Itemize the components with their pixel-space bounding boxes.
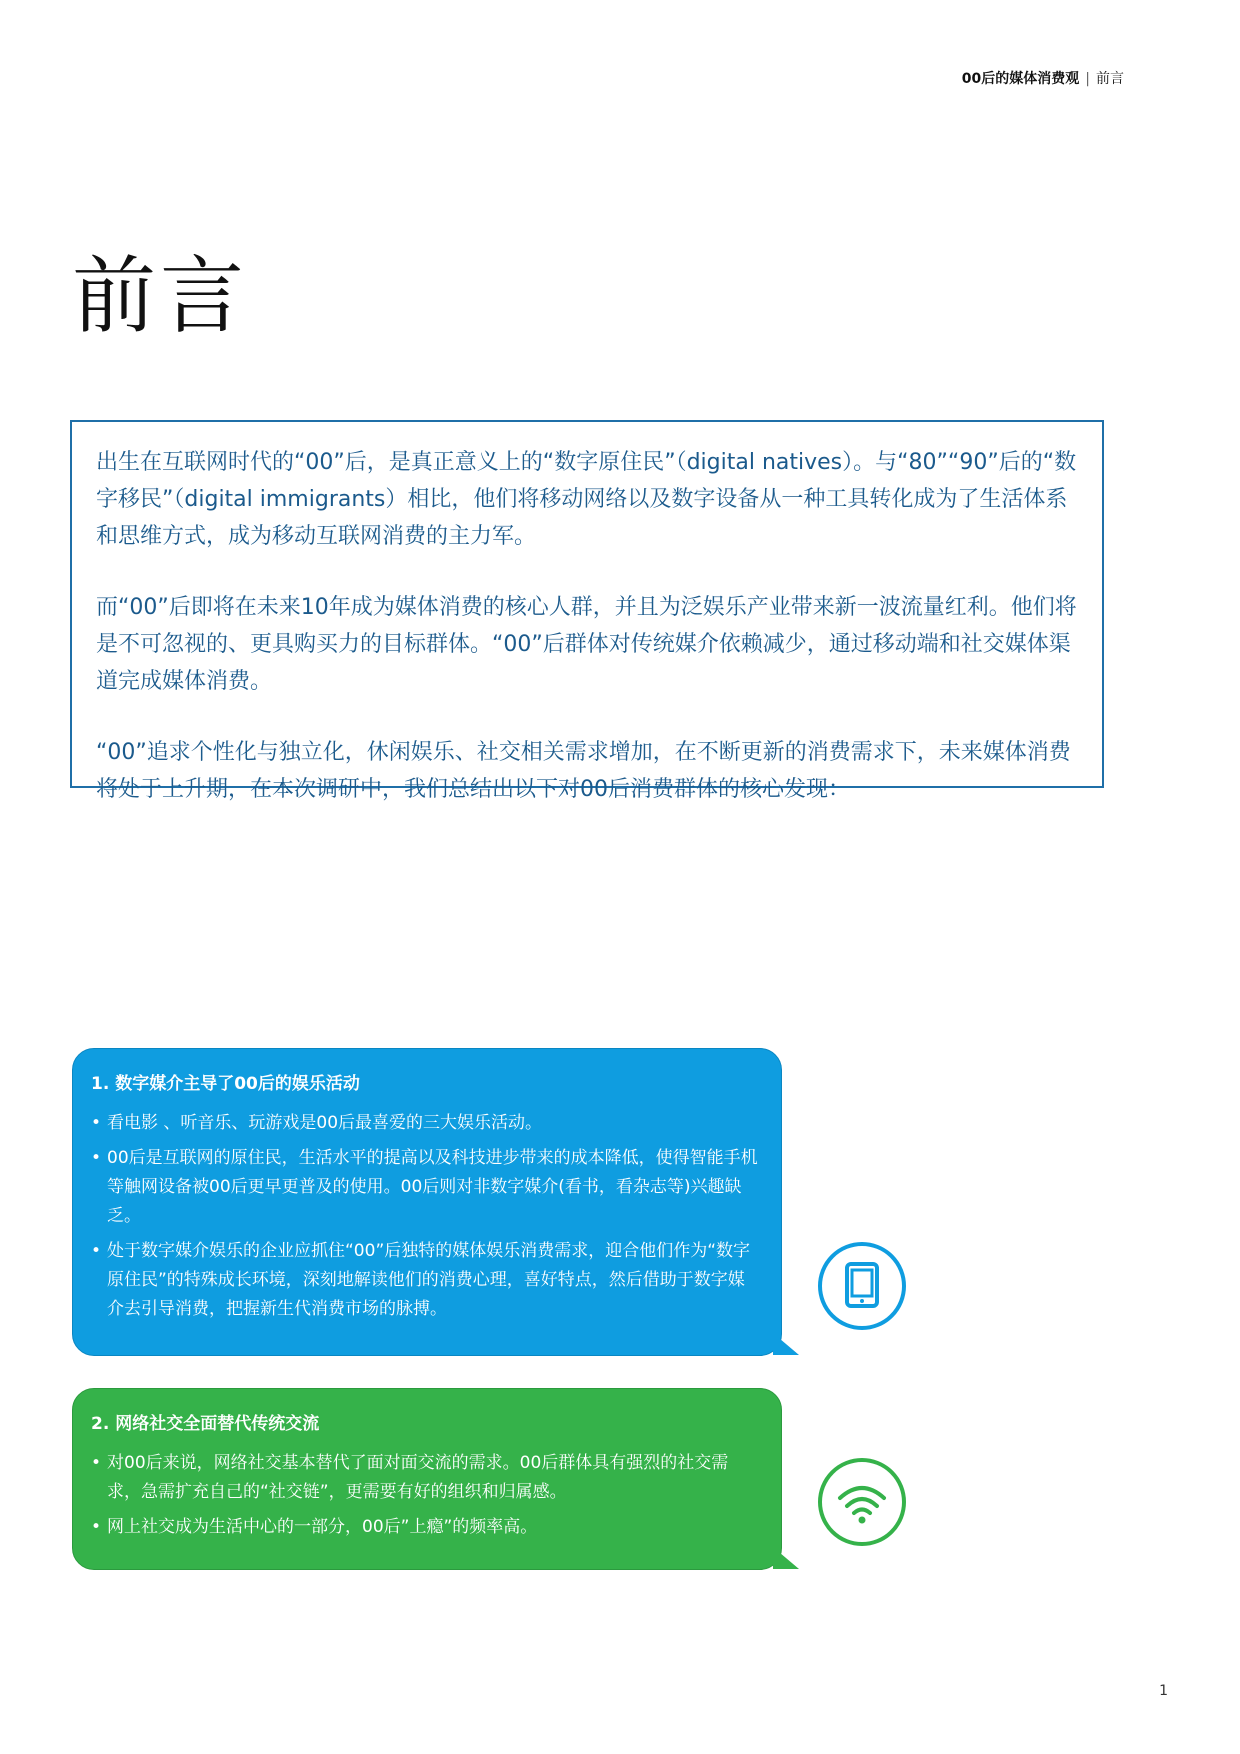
wifi-icon bbox=[818, 1458, 906, 1546]
running-header bbox=[962, 68, 1124, 88]
page-title: 前言 bbox=[72, 247, 249, 346]
finding-bullet: • 处于数字媒介娱乐的企业应抓住“00”后独特的媒体娱乐消费需求，迎合他们作为“数字原住民”的特殊成长环境，深刻地解读他们的消费心理，喜好特点，然后借助于数字媒介去引导消费，把握新生代消费市场的脉搏。 bbox=[91, 1237, 761, 1324]
finding-bullet-list bbox=[91, 1449, 761, 1542]
tablet-icon bbox=[818, 1242, 906, 1330]
header-section-name: 前言 bbox=[1096, 71, 1124, 87]
header-separator: | bbox=[1085, 71, 1090, 87]
finding-card-digital-media bbox=[72, 1048, 782, 1356]
finding-bullet: • 看电影 、听音乐、玩游戏是00后最喜爱的三大娱乐活动。 bbox=[91, 1109, 761, 1138]
finding-bullet: • 00后是互联网的原住民，生活水平的提高以及科技进步带来的成本降低，使得智能手机等触网设备被00后更早更普及的使用。00后则对非数字媒介(看书，看杂志等)兴趣缺乏。 bbox=[91, 1144, 761, 1231]
finding-card-social-network bbox=[72, 1388, 782, 1570]
finding-title: 2. 网络社交全面替代传统交流 bbox=[91, 1414, 320, 1434]
intro-paragraph: 出生在互联网时代的“00”后，是真正意义上的“数字原住民”（digital natives）。与“80”“90”后的“数字移民”（digital immigrants）相比，他们将移动网络以及数字设备从一种工具转化成为了生活体系和思维方式，成为移动互联网消费的主力军。 bbox=[96, 450, 1077, 549]
finding-title: 1. 数字媒介主导了00后的娱乐活动 bbox=[91, 1074, 360, 1094]
finding-bullet-list bbox=[91, 1109, 761, 1324]
intro-paragraph: 而“00”后即将在未来10年成为媒体消费的核心人群，并且为泛娱乐产业带来新一波流量红利。他们将是不可忽视的、更具购买力的目标群体。“00”后群体对传统媒介依赖减少，通过移动端和社交媒体渠道完成媒体消费。 bbox=[96, 595, 1077, 694]
page-number: 1 bbox=[1159, 1683, 1168, 1699]
intro-box bbox=[70, 420, 1104, 802]
intro-paragraph: “00”追求个性化与独立化，休闲娱乐、社交相关需求增加，在不断更新的消费需求下，未来媒体消费将处于上升期，在本次调研中，我们总结出以下对00后消费群体的核心发现： bbox=[96, 740, 1071, 802]
finding-bullet: • 对00后来说，网络社交基本替代了面对面交流的需求。00后群体具有强烈的社交需求，急需扩充自己的“社交链”，更需要有好的组织和归属感。 bbox=[91, 1449, 761, 1507]
finding-bullet: • 网上社交成为生活中心的一部分，00后”上瘾”的频率高。 bbox=[91, 1513, 761, 1542]
header-document-title: 00后的媒体消费观 bbox=[961, 71, 1080, 87]
